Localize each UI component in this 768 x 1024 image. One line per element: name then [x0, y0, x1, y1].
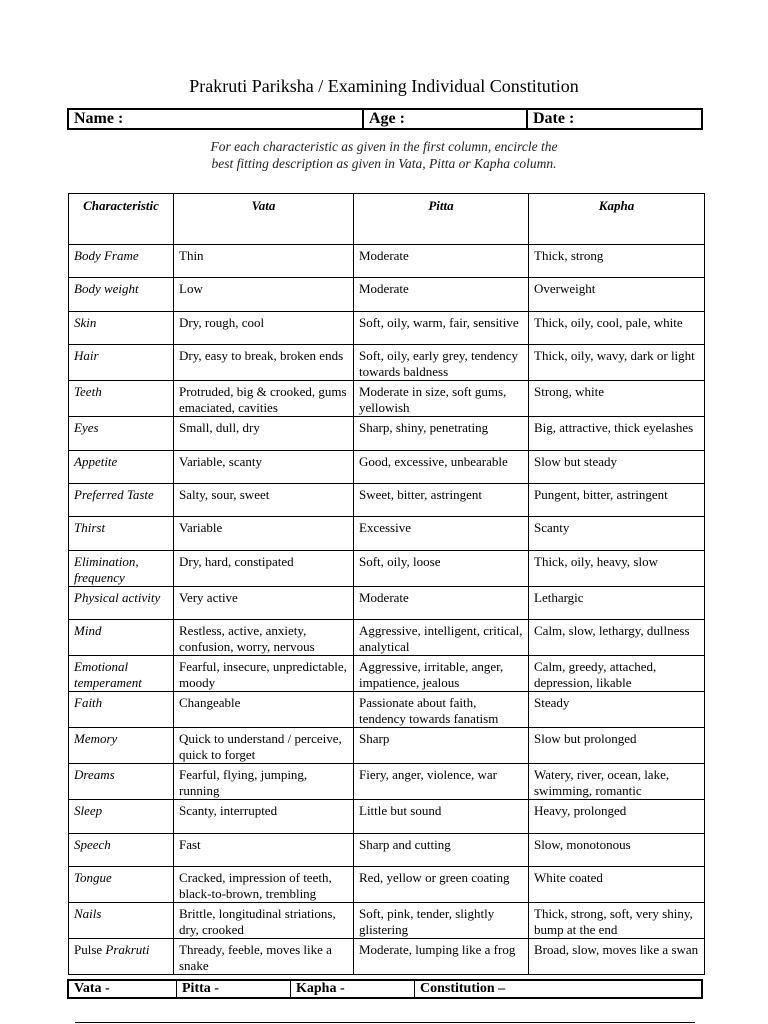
table-row: [69, 586, 705, 619]
pitta-score-label: Pitta -: [182, 981, 219, 996]
pitta-option-cell[interactable]: Excessive: [354, 517, 529, 550]
age-field[interactable]: [364, 110, 528, 128]
kapha-option-cell[interactable]: Slow, monotonous: [529, 833, 705, 866]
column-header-pitta: Pitta: [354, 194, 529, 245]
pitta-option-cell[interactable]: Moderate: [354, 586, 529, 619]
pitta-option-cell[interactable]: Good, excessive, unbearable: [354, 450, 529, 483]
characteristic-cell: [69, 728, 174, 764]
vata-option-cell[interactable]: Fearful, insecure, unpredictable, moody: [174, 656, 354, 692]
characteristic-cell: [69, 417, 174, 450]
characteristic-cell: [69, 586, 174, 619]
characteristic-label: Eyes: [74, 420, 99, 436]
pitta-option-cell[interactable]: Sharp, shiny, penetrating: [354, 417, 529, 450]
characteristic-label: Sleep: [74, 803, 103, 819]
pitta-option-cell[interactable]: Passionate about faith, tendency towards fanatism: [354, 692, 529, 728]
vata-option-cell[interactable]: Dry, hard, constipated: [174, 550, 354, 586]
pitta-option-cell[interactable]: Moderate in size, soft gums, yellowish: [354, 381, 529, 417]
kapha-option-cell[interactable]: Strong, white: [529, 381, 705, 417]
kapha-option-cell[interactable]: Pungent, bitter, astringent: [529, 483, 705, 516]
table-row: [69, 345, 705, 381]
vata-option-cell[interactable]: Variable: [174, 517, 354, 550]
vata-option-cell[interactable]: Scanty, interrupted: [174, 800, 354, 833]
kapha-option-cell[interactable]: Broad, slow, moves like a swan: [529, 938, 705, 974]
kapha-option-cell[interactable]: Watery, river, ocean, lake, swimming, romantic: [529, 764, 705, 800]
characteristic-label: Teeth: [74, 384, 102, 400]
pitta-option-cell[interactable]: Soft, oily, warm, fair, sensitive: [354, 311, 529, 344]
vata-option-cell[interactable]: Protruded, big & crooked, gums emaciated, cavities: [174, 381, 354, 417]
date-field[interactable]: [528, 110, 701, 128]
pitta-option-cell[interactable]: Sharp and cutting: [354, 833, 529, 866]
characteristic-label: Elimination, frequency: [74, 553, 139, 585]
pitta-option-cell[interactable]: Red, yellow or green coating: [354, 866, 529, 902]
characteristic-label: Nails: [74, 905, 102, 921]
characteristic-label: Body weight: [74, 281, 139, 297]
characteristic-label: Body Frame: [74, 248, 139, 263]
table-row: [69, 902, 705, 938]
characteristic-cell: [69, 381, 174, 417]
characteristic-cell: [69, 833, 174, 866]
characteristic-cell: [69, 517, 174, 550]
table-row: [69, 245, 705, 278]
vata-option-cell[interactable]: Low: [174, 278, 354, 311]
characteristic-cell: [69, 450, 174, 483]
table-row: [69, 800, 705, 833]
characteristic-label: Hair: [74, 348, 99, 364]
table-row: [69, 938, 705, 974]
pitta-option-cell[interactable]: Moderate: [354, 245, 529, 278]
table-row: [69, 620, 705, 656]
kapha-option-cell[interactable]: Slow but steady: [529, 450, 705, 483]
pitta-option-cell[interactable]: Moderate, lumping like a frog: [354, 938, 529, 974]
vata-option-cell[interactable]: Thin: [174, 245, 354, 278]
pitta-option-cell[interactable]: Soft, oily, loose: [354, 550, 529, 586]
page-title: Prakruti Pariksha / Examining Individual Constitution: [189, 76, 579, 96]
kapha-option-cell[interactable]: Thick, oily, cool, pale, white: [529, 311, 705, 344]
kapha-score-label: Kapha -: [296, 981, 345, 996]
characteristic-label: Memory: [74, 731, 118, 747]
characteristic-cell: [69, 800, 174, 833]
kapha-option-cell[interactable]: Lethargic: [529, 586, 705, 619]
table-row: [69, 381, 705, 417]
characteristic-cell: [69, 902, 174, 938]
characteristic-cell: [69, 311, 174, 344]
constitution-field[interactable]: [415, 981, 701, 997]
vata-option-cell[interactable]: Brittle, longitudinal striations, dry, crooked: [174, 902, 354, 938]
patient-info-box: [67, 108, 703, 130]
table-row: [69, 278, 705, 311]
characteristic-cell: [69, 483, 174, 516]
instructions: [180, 138, 588, 172]
kapha-option-cell[interactable]: Big, attractive, thick eyelashes: [529, 417, 705, 450]
column-header-characteristic: Characteristic: [69, 194, 174, 245]
table-row: [69, 311, 705, 344]
table-row: [69, 483, 705, 516]
constitution-label: Constitution –: [420, 981, 506, 996]
characteristic-label: Prakruti: [105, 941, 150, 957]
signature-line: [75, 1022, 695, 1023]
kapha-option-cell[interactable]: Thick, oily, heavy, slow: [529, 550, 705, 586]
table-row: [69, 450, 705, 483]
kapha-option-cell[interactable]: White coated: [529, 866, 705, 902]
vata-option-cell[interactable]: Thready, feeble, moves like a snake: [174, 938, 354, 974]
table-row: [69, 764, 705, 800]
result-summary-box: [67, 979, 703, 999]
characteristic-cell: [69, 656, 174, 692]
kapha-option-cell[interactable]: Calm, slow, lethargy, dullness: [529, 620, 705, 656]
characteristic-cell: [69, 620, 174, 656]
kapha-option-cell[interactable]: Scanty: [529, 517, 705, 550]
pitta-option-cell[interactable]: Little but sound: [354, 800, 529, 833]
pitta-option-cell[interactable]: Aggressive, intelligent, critical, analytical: [354, 620, 529, 656]
kapha-option-cell[interactable]: Slow but prolonged: [529, 728, 705, 764]
kapha-score-field[interactable]: [291, 981, 415, 997]
table-row: [69, 550, 705, 586]
characteristic-label: Emotional temperament: [74, 659, 142, 691]
kapha-option-cell[interactable]: Heavy, prolonged: [529, 800, 705, 833]
vata-option-cell[interactable]: Restless, active, anxiety, confusion, worry, nervous: [174, 620, 354, 656]
name-field[interactable]: [69, 110, 364, 128]
table-row: [69, 417, 705, 450]
characteristic-cell: [69, 550, 174, 586]
vata-option-cell[interactable]: Dry, easy to break, broken ends: [174, 345, 354, 381]
pitta-option-cell[interactable]: Aggressive, irritable, anger, impatience, jealous: [354, 656, 529, 692]
characteristic-cell: [69, 692, 174, 728]
pitta-score-field[interactable]: [177, 981, 291, 997]
vata-option-cell[interactable]: Quick to understand / perceive, quick to forget: [174, 728, 354, 764]
characteristic-label: Preferred Taste: [74, 486, 154, 502]
vata-option-cell[interactable]: Fearful, flying, jumping, running: [174, 764, 354, 800]
table-row: [69, 692, 705, 728]
instruction-line: For each characteristic as given in the first column, encircle the: [210, 139, 558, 154]
vata-option-cell[interactable]: Cracked, impression of teeth, black-to-brown, trembling: [174, 866, 354, 902]
pitta-option-cell[interactable]: Sweet, bitter, astringent: [354, 483, 529, 516]
kapha-option-cell[interactable]: Calm, greedy, attached, depression, likable: [529, 656, 705, 692]
vata-option-cell[interactable]: Salty, sour, sweet: [174, 483, 354, 516]
characteristic-cell: [69, 278, 174, 311]
pitta-option-cell[interactable]: Soft, pink, tender, slightly glistering: [354, 902, 529, 938]
kapha-option-cell[interactable]: Overweight: [529, 278, 705, 311]
vata-score-field[interactable]: [69, 981, 177, 997]
characteristic-label-plain: Pulse: [74, 941, 106, 957]
vata-option-cell[interactable]: Small, dull, dry: [174, 417, 354, 450]
kapha-option-cell[interactable]: Steady: [529, 692, 705, 728]
characteristic-cell: [69, 245, 174, 278]
age-label: Age :: [369, 110, 405, 127]
table-row: [69, 656, 705, 692]
table-row: [69, 728, 705, 764]
characteristic-label: Tongue: [74, 869, 112, 885]
characteristic-cell: [69, 938, 174, 974]
table-row: [69, 866, 705, 902]
vata-option-cell[interactable]: Variable, scanty: [174, 450, 354, 483]
characteristic-label: Appetite: [74, 453, 118, 469]
pitta-option-cell[interactable]: Fiery, anger, violence, war: [354, 764, 529, 800]
name-label: Name :: [74, 110, 124, 127]
characteristic-cell: [69, 866, 174, 902]
prakruti-table: [68, 193, 705, 975]
characteristic-label: Skin: [74, 314, 97, 330]
column-header-kapha: Kapha: [529, 194, 705, 245]
characteristic-label: Physical activity: [74, 589, 161, 605]
table-row: [69, 517, 705, 550]
characteristic-label: Dreams: [74, 767, 115, 783]
kapha-option-cell[interactable]: Thick, strong: [529, 245, 705, 278]
pitta-option-cell[interactable]: Soft, oily, early grey, tendency towards baldness: [354, 345, 529, 381]
date-label: Date :: [533, 110, 575, 127]
vata-score-label: Vata -: [74, 981, 110, 996]
characteristic-cell: [69, 764, 174, 800]
table-header-row: [69, 194, 705, 245]
kapha-option-cell[interactable]: Thick, strong, soft, very shiny, bump at the end: [529, 902, 705, 938]
column-header-vata: Vata: [174, 194, 354, 245]
instruction-line: best fitting description as given in Vata, Pitta or Kapha column.: [211, 156, 557, 171]
characteristic-label: Speech: [74, 836, 111, 852]
pitta-option-cell[interactable]: Sharp: [354, 728, 529, 764]
vata-option-cell[interactable]: Changeable: [174, 692, 354, 728]
vata-option-cell[interactable]: Very active: [174, 586, 354, 619]
vata-option-cell[interactable]: Fast: [174, 833, 354, 866]
pitta-option-cell[interactable]: Moderate: [354, 278, 529, 311]
table-row: [69, 833, 705, 866]
kapha-option-cell[interactable]: Thick, oily, wavy, dark or light: [529, 345, 705, 381]
characteristic-cell: [69, 345, 174, 381]
vata-option-cell[interactable]: Dry, rough, cool: [174, 311, 354, 344]
characteristic-label: Mind: [74, 623, 102, 639]
characteristic-label: Faith: [74, 695, 103, 711]
characteristic-label: Thirst: [74, 520, 106, 536]
